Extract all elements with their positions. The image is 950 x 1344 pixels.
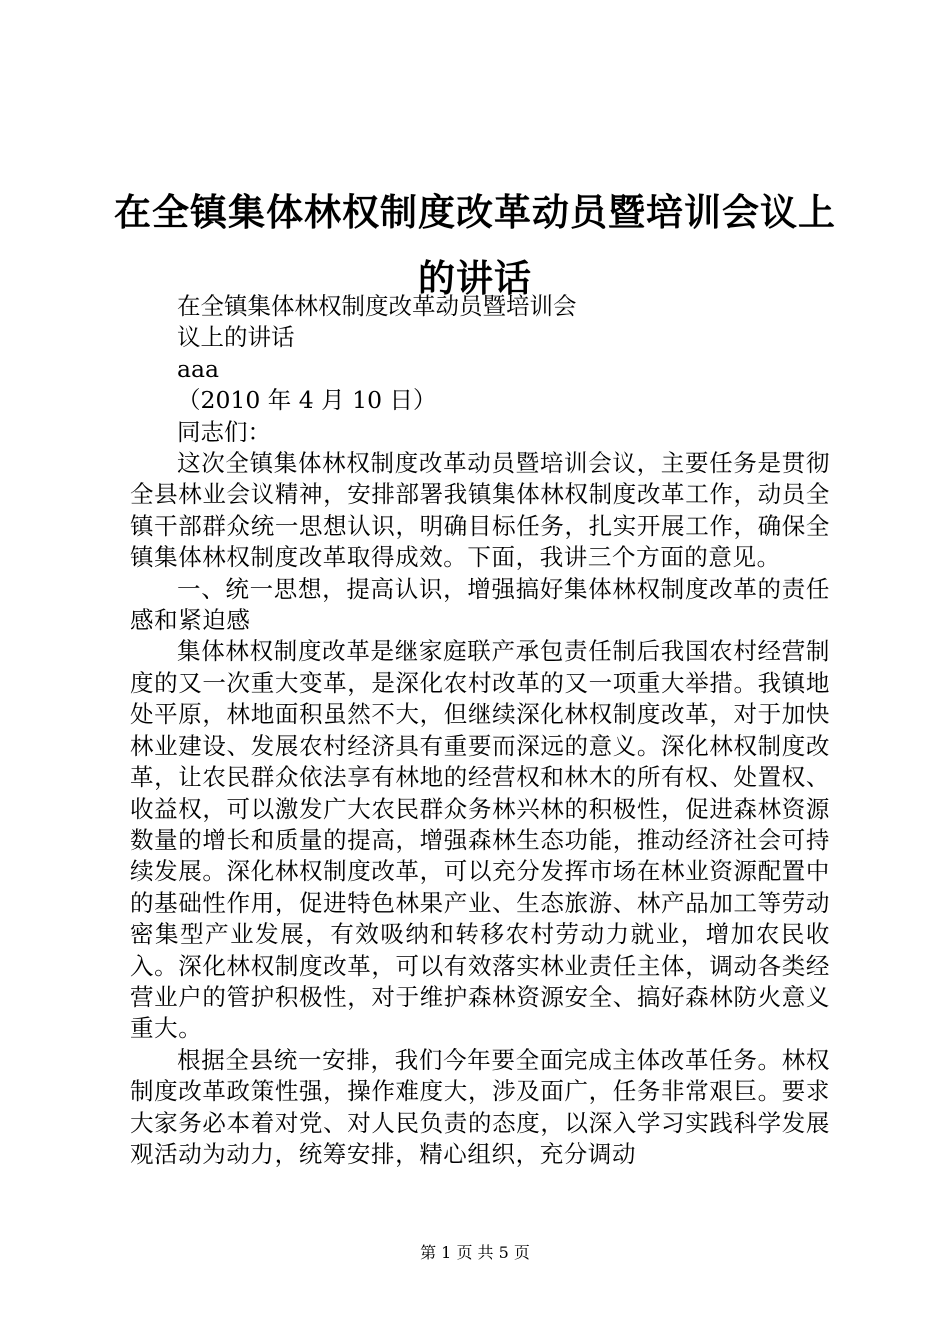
paragraph-reform-significance: 集体林权制度改革是继家庭联产承包责任制后我国农村经营制度的又一次重大变革，是深化农村改革的又一项重大举措。我镇地处平原，林地面积虽然不大，但继续深化林权制度改革，对于加快林业建设、发展农村经济具有重要而深远的意义。深化林权制度改革，让农民群众依法享有林地的经营权和林木的所有权、处置权、收益权，可以激发广大农民群众务林兴林的积极性，促进森林资源数量的增长和质量的提高，增强森林生态功能，推动经济社会可持续发展。深化林权制度改革，可以充分发挥市场在林业资源配置中的基础性作用，促进特色林果产业、生态旅游、林产品加工等劳动密集型产业发展，有效吸纳和转移农村劳动力就业，增加农民收入。深化林权制度改革，可以有效落实林业责任主体，调动各类经营业户的管护积极性，对于维护森林资源安全、搞好森林防火意义重大。 [130, 637, 830, 1043]
section-heading-1: 一、统一思想，提高认识，增强搞好集体林权制度改革的责任感和紧迫感 [130, 574, 830, 635]
salutation: 同志们： [177, 417, 271, 446]
subtitle-line-2: 议上的讲话 [177, 323, 295, 352]
paragraph-intro: 这次全镇集体林权制度改革动员暨培训会议，主要任务是贯彻全县林业会议精神，安排部署我镇集体林权制度改革工作，动员全镇干部群众统一思想认识，明确目标任务，扎实开展工作，确保全镇集体林权制度改革取得成效。下面，我讲三个方面的意见。 [130, 449, 830, 572]
speech-date: （2010 年 4 月 10 日） [177, 386, 437, 415]
document-title: 在全镇集体林权制度改革动员暨培训会议上的讲话 [114, 191, 836, 300]
page-footer: 第 1 页 共 5 页 [420, 1243, 530, 1262]
subtitle-line-1: 在全镇集体林权制度改革动员暨培训会 [177, 292, 577, 320]
paragraph-task-arrangement: 根据全县统一安排，我们今年要全面完成主体改革任务。林权制度改革政策性强，操作难度大，涉及面广，任务非常艰巨。要求大家务必本着对党、对人民负责的态度，以深入学习实践科学发展观活动为动力，统筹安排，精心组织，充分调动 [130, 1045, 830, 1168]
author: aaa [177, 354, 220, 383]
document-body [130, 291, 830, 1170]
